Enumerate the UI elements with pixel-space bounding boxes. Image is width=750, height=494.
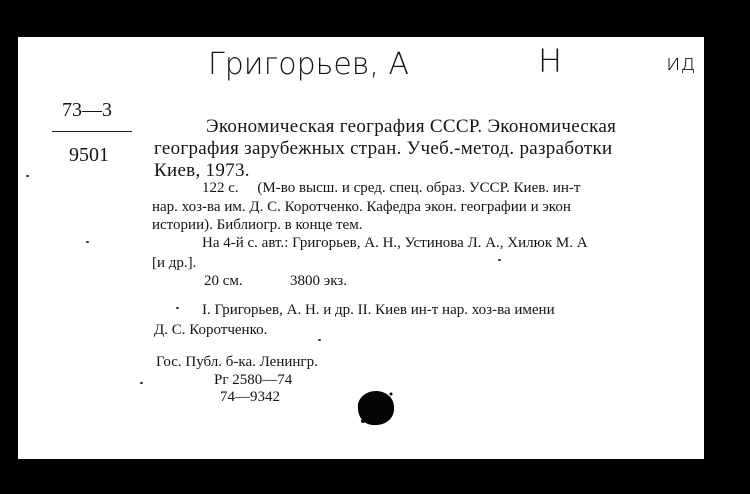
- ink-speck: [498, 259, 501, 261]
- title-line-2: география зарубежных стран. Учеб.-метод. разработки: [154, 138, 613, 159]
- ink-speck: [140, 382, 143, 384]
- handwritten-initial: Н: [538, 42, 563, 80]
- title-line-1: Экономическая география СССР. Экономическая: [206, 116, 617, 137]
- collation-line-2: нар. хоз-ва им. Д. С. Коротченко. Кафедра экон. географии и экон: [152, 199, 571, 215]
- ink-speck: [26, 175, 29, 177]
- tracings-line-1: I. Григорьев, А. Н. и др. II. Киев ин-т нар. хоз-ва имени: [202, 302, 555, 318]
- shelf-mark-bottom: 9501: [69, 144, 109, 166]
- shelf-mark-divider: [52, 131, 132, 132]
- ink-speck: [86, 241, 89, 243]
- handwritten-author: Григорьев, А: [208, 47, 409, 82]
- tracings-line-2: Д. С. Коротченко.: [154, 322, 268, 338]
- library-number-2: 74—9342: [220, 389, 280, 405]
- authors-note-line-2: [и др.].: [152, 255, 197, 271]
- size: 20 см.: [204, 273, 243, 289]
- collation-line-3: истории). Библиогр. в конце тем.: [152, 217, 363, 233]
- print-run: 3800 экз.: [290, 273, 347, 289]
- ink-speck: [318, 339, 321, 341]
- authors-note-line-1: На 4-й с. авт.: Григорьев, А. Н., Устинова Л. А., Хилюк М. А: [202, 235, 588, 251]
- shelf-mark-top: 73—3: [62, 99, 112, 121]
- catalog-card: [18, 37, 704, 459]
- collation-line-1: 122 с. (М-во высш. и сред. спец. образ. УССР. Киев. ин-т: [202, 180, 581, 196]
- imprint: Киев, 1973.: [154, 160, 250, 181]
- handwritten-margin-note: ид: [666, 51, 696, 76]
- library-name: Гос. Публ. б-ка. Ленингр.: [156, 354, 318, 370]
- ink-speck: [176, 307, 179, 309]
- ink-blot: [355, 388, 397, 428]
- library-number-1: Рг 2580—74: [214, 372, 293, 388]
